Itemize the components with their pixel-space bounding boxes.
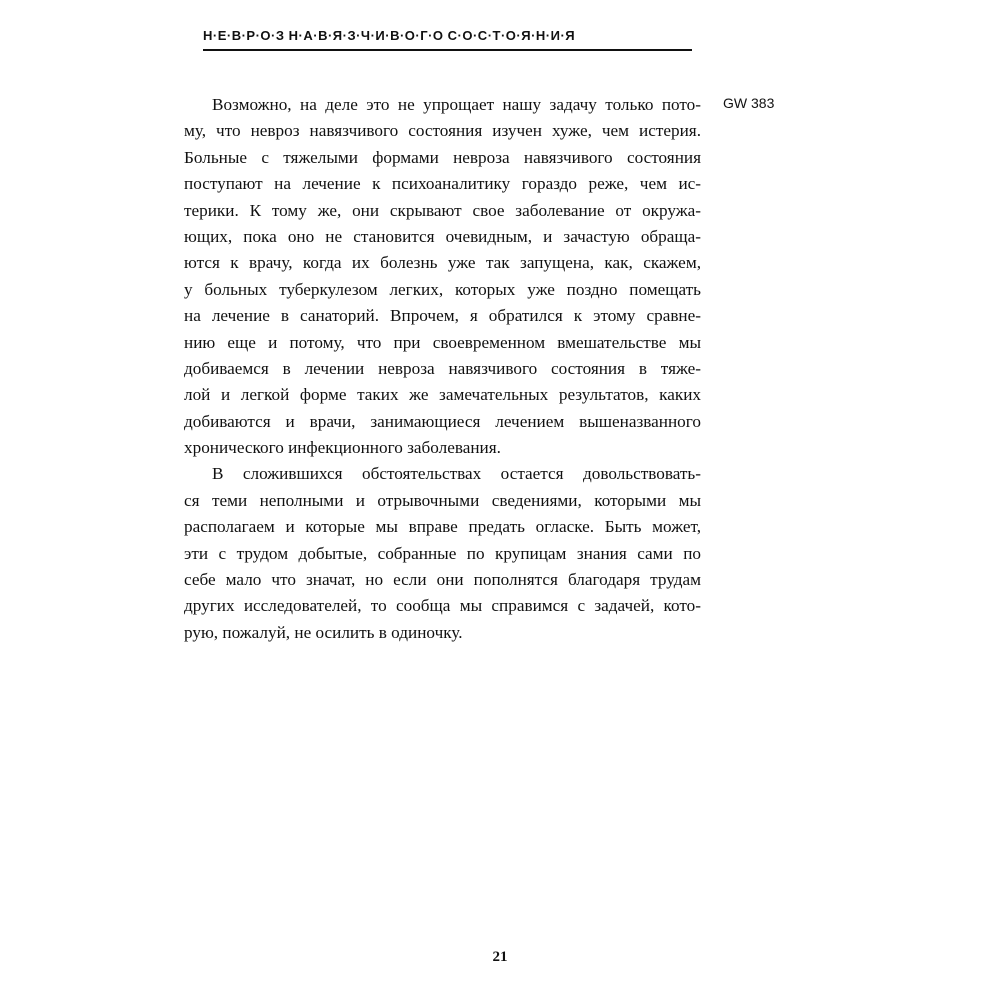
paragraph-1 [184, 92, 701, 461]
margin-reference-note: GW 383 [723, 95, 775, 111]
text-line: у больных туберкулезом легких, которых уже поздно помещать [184, 279, 701, 299]
text-line: ются к врачу, когда их болезнь уже так запущена, как, скажем, [184, 253, 701, 273]
text-line: му, что невроз навязчивого состояния изучен хуже, чем истерия. [184, 121, 701, 141]
header-rule [203, 49, 692, 51]
text-line: ющих, пока оно не становится очевидным, и зачастую обраща- [184, 226, 701, 246]
text-line: нию еще и потому, что при своевременном вмешательстве мы [184, 332, 701, 352]
text-line: на лечение в санаторий. Впрочем, я обратился к этому сравне- [184, 306, 701, 326]
text-line: добиваемся в лечении невроза навязчивого состояния в тяже- [184, 358, 701, 378]
paragraph-2 [184, 461, 701, 646]
body-text [184, 92, 701, 646]
running-head-title: Н·Е·В·Р·О·З Н·А·В·Я·З·Ч·И·В·О·Г·О С·О·С·Т·О·Я·Н·И·Я [203, 28, 576, 43]
text-line: ся теми неполными и отрывочными сведениями, которыми мы [184, 490, 701, 510]
text-line: себе мало что значат, но если они пополнятся благодаря трудам [184, 570, 701, 590]
text-line: Возможно, на деле это не упрощает нашу задачу только пото- [212, 95, 701, 114]
text-line: добиваются и врачи, занимающиеся лечением вышеназванного [184, 411, 701, 431]
text-line: терики. К тому же, они скрывают свое заболевание от окружа- [184, 200, 701, 220]
text-line: В сложившихся обстоятельствах остается довольствовать- [212, 464, 701, 484]
text-line: рую, пожалуй, не осилить в одиночку. [184, 622, 463, 642]
text-line: других исследователей, то сообща мы справимся с задачей, кото- [184, 596, 701, 616]
text-line: лой и легкой форме таких же замечательных результатов, каких [184, 385, 701, 405]
page-number: 21 [492, 949, 508, 965]
text-line: хронического инфекционного заболевания. [184, 438, 501, 458]
text-line: располагаем и которые мы вправе предать огласке. Быть может, [184, 517, 701, 537]
text-line: Больные с тяжелыми формами невроза навязчивого состояния [184, 147, 701, 167]
text-line: поступают на лечение к психоаналитику гораздо реже, чем ис- [184, 174, 701, 194]
text-line: эти с трудом добытые, собранные по крупицам знания сами по [184, 543, 701, 563]
